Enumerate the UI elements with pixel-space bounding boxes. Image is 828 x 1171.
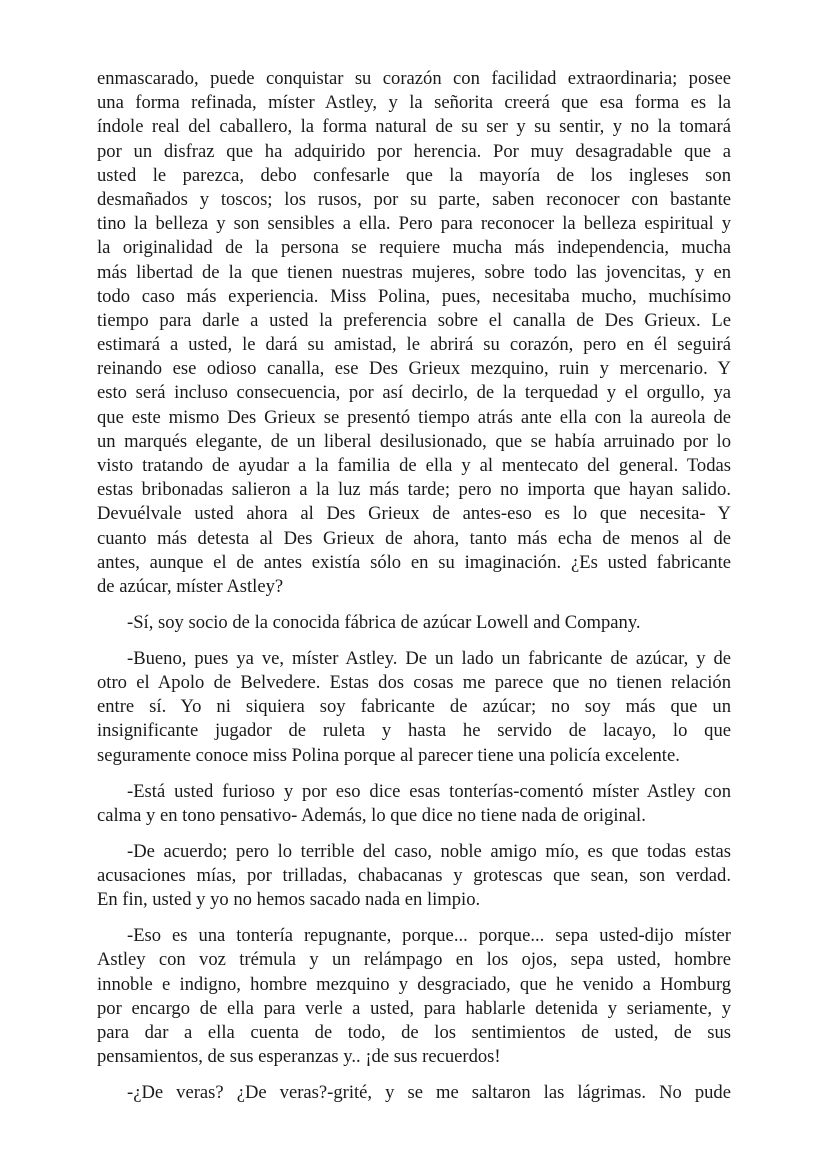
- text-line: para dar a ella cuenta de todo, de los sentimientos de usted, de sus: [97, 1021, 731, 1043]
- text-line: por un disfraz que ha adquirido por herencia. Por muy desagradable que a: [97, 140, 731, 162]
- text-line: insignificante jugador de ruleta y hasta he servido de lacayo, lo que: [97, 720, 731, 742]
- text-line: enmascarado, puede conquistar su corazón con facilidad extraordinaria; posee: [97, 68, 731, 89]
- text-line: reinando ese odioso canalla, ese Des Grieux mezquino, ruin y mercenario. Y: [97, 358, 731, 380]
- text-line: otro el Apolo de Belvedere. Estas dos cosas me parece que no tienen relación: [97, 672, 731, 694]
- text-line: -Sí, soy socio de la conocida fábrica de azúcar Lowell and Company.: [127, 611, 641, 633]
- text-line: la originalidad de la persona se requiere mucha más independencia, mucha: [97, 237, 731, 259]
- text-line: visto tratando de ayudar a la familia de ella y al mentecato del general. Todas: [97, 455, 731, 476]
- document-page: [97, 67, 731, 1117]
- text-line: Astley con voz trémula y un relámpago en los ojos, sepa usted, hombre: [97, 949, 731, 971]
- text-line: -¿De veras? ¿De veras?-grité, y se me saltaron las lágrimas. No pude: [127, 1082, 731, 1104]
- text-line: índole real del caballero, la forma natural de su ser y su sentir, y no la tomará: [97, 116, 731, 138]
- text-line: estas bribonadas salieron a la luz más tarde; pero no importa que hayan salido.: [97, 479, 731, 501]
- text-line: innoble e indigno, hombre mezquino y desgraciado, que he venido a Homburg: [97, 973, 731, 995]
- text-line: un marqués elegante, de un liberal desilusionado, que se había arruinado por lo: [97, 430, 731, 452]
- text-line: usted le parezca, debo confesarle que la mayoría de los ingleses son: [97, 164, 731, 186]
- text-line: calma y en tono pensativo- Además, lo que dice no tiene nada de original.: [97, 804, 646, 826]
- text-line: seguramente conoce miss Polina porque al parecer tiene una policía excelente.: [97, 744, 680, 766]
- text-line: entre sí. Yo ni siquiera soy fabricante de azúcar; no soy más que un: [97, 696, 731, 718]
- paragraph: [97, 611, 731, 635]
- text-line: por encargo de ella para verle a usted, para hablarle detenida y seriamente, y: [97, 997, 731, 1019]
- text-line: tino la belleza y son sensibles a ella. Pero para reconocer la belleza espiritual y: [97, 213, 731, 235]
- text-line: cuanto más detesta al Des Grieux de ahora, tanto más echa de menos al de: [97, 527, 731, 549]
- paragraph: [97, 780, 731, 828]
- text-line: de azúcar, míster Astley?: [97, 575, 284, 597]
- text-line: -Eso es una tontería repugnante, porque... porque... sepa usted-dijo míster: [127, 925, 731, 947]
- paragraph: [97, 840, 731, 913]
- text-line: pensamientos, de sus esperanzas y.. ¡de sus recuerdos!: [97, 1046, 501, 1068]
- text-line: desmañados y toscos; los rusos, por su parte, saben reconocer con bastante: [97, 188, 731, 210]
- text-line: acusaciones mías, por trilladas, chabacanas y grotescas que sean, son verdad.: [97, 865, 731, 886]
- text-line: En fin, usted y yo no hemos sacado nada en limpio.: [97, 889, 481, 911]
- paragraph: [97, 647, 731, 768]
- text-line: una forma refinada, míster Astley, y la señorita creerá que esa forma es la: [97, 92, 731, 114]
- text-line: -Bueno, pues ya ve, míster Astley. De un lado un fabricante de azúcar, y de: [127, 647, 731, 669]
- text-line: más libertad de la que tienen nuestras mujeres, sobre todo las jovencitas, y en: [97, 261, 731, 283]
- paragraph: [97, 67, 731, 599]
- text-line: -Está usted furioso y por eso dice esas tonterías-comentó míster Astley con: [127, 780, 731, 802]
- paragraph: [97, 924, 731, 1069]
- text-line: tiempo para darle a usted la preferencia sobre el canalla de Des Grieux. Le: [97, 309, 731, 331]
- text-line: esto será incluso consecuencia, por así decirlo, de la terquedad y el orgullo, ya: [97, 382, 731, 404]
- text-line: antes, aunque el de antes existía sólo en su imaginación. ¿Es usted fabricante: [97, 551, 731, 573]
- paragraph: [97, 1081, 731, 1105]
- text-line: -De acuerdo; pero lo terrible del caso, noble amigo mío, es que todas estas: [127, 840, 731, 862]
- text-line: todo caso más experiencia. Miss Polina, pues, necesitaba mucho, muchísimo: [97, 285, 731, 307]
- text-line: Devuélvale usted ahora al Des Grieux de antes-eso es lo que necesita- Y: [97, 503, 731, 525]
- text-line: estimará a usted, le dará su amistad, le abrirá su corazón, pero en él seguirá: [97, 334, 731, 356]
- text-line: que este mismo Des Grieux se presentó tiempo atrás ante ella con la aureola de: [97, 406, 731, 428]
